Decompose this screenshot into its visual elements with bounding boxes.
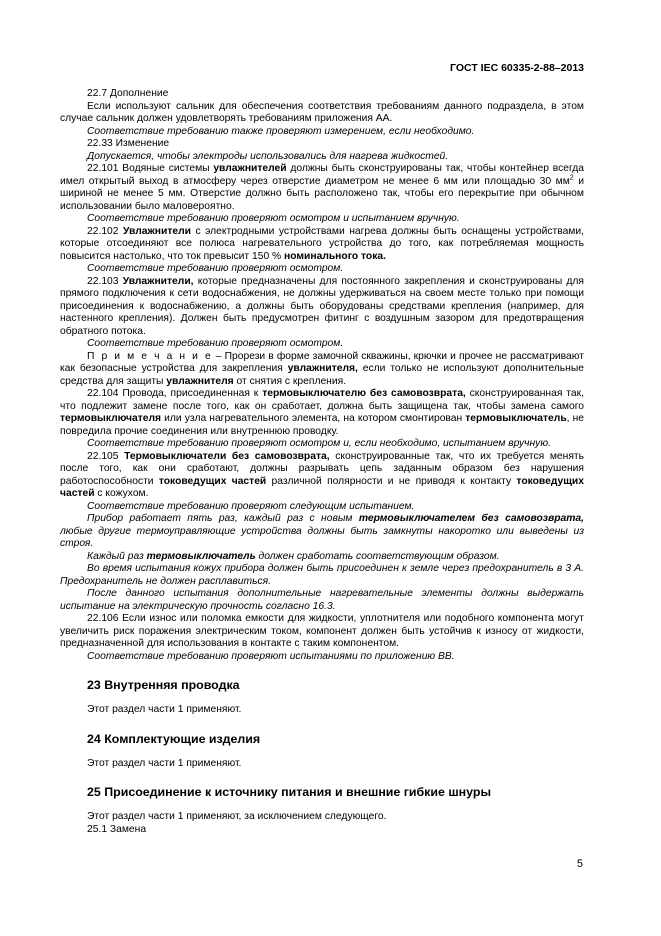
compliance-check: Соответствие требованию проверяют следующим испытанием. (87, 500, 415, 512)
page-number: 5 (576, 858, 583, 870)
compliance-check: Соответствие требованию проверяют осмотром и испытанием вручную. (87, 213, 460, 224)
section-23-text: Этот раздел части 1 применяют. (87, 704, 242, 715)
clause-22-33-title: 22.33 Изменение (87, 138, 170, 149)
clause-22-101: 22.101 Водяные системы увлажнителей должны быть сконструированы так, чтобы контейнер всегда имел открытый выход в атмосферу через отверстие диаметром не менее 6 мм или площадью 30 $мм^2$ и шириной не менее 5 мм. Отверстие должно быть расположено так, чтобы его перекрытие при обычном использовании было маловероятно. (60, 163, 584, 212)
clause-22-103: 22.103 Увлажнители, которые предназначены для постоянного закрепления и сконструированы для прямого подключения к сети водоснабжения, не должны удерживаться на своем месте только при помощи присоединения к водоснабжению, а должны быть оборудованы средствами крепления (например, для настенного крепления). Должен быть предусмотрен фитинг с воздушным зазором для предотвращения обратного потока. (60, 275, 584, 337)
clause-25-1-title: 25.1 Замена (87, 823, 147, 835)
section-24-heading: 24 Комплектующие изделия (87, 731, 261, 746)
document-body (60, 88, 584, 836)
section-23-heading: 23 Внутренняя проводка (87, 678, 240, 692)
clause-22-105: 22.105 Термовыключатели без самовозврата, сконструированные так, что их требуется менять после того, как они сработают, должны разрывать цепь заданным образом без нарушения работоспособности токоведущих частей различной полярности и не приводя к контакту токоведущих частей с кожухом. (60, 450, 585, 499)
compliance-check: Соответствие требованию проверяют осмотром. (87, 263, 344, 274)
clause-22-104: 22.104 Провода, присоединенная к термовыключателю без самовозврата, сконструированная так, что подлежит замене после того, как он сработает, должна быть защищена так, чтобы замена самого термовыключателя или узла нагревательного элемента, на котором смонтирован термовыключатель, не повредила прочие соединения или внутреннюю проводку. (60, 388, 584, 437)
compliance-check: Соответствие требованию проверяют испытаниями по приложению ВВ. (87, 650, 455, 662)
test-procedure: Каждый раз термовыключатель должен сработать соответствующим образом. (87, 550, 500, 562)
section-25-text: Этот раздел части 1 применяют, за исключением следующего. (87, 811, 387, 822)
note: П р и м е ч а н и е – Прорези в форме замочной скважины, крючки и прочее не рассматривают как безопасные устройства для закрепления увлажнителя, если только не используют дополнительные средства для защиты увлажнителя от снятия с крепления. (60, 350, 584, 387)
clause-22-106: 22.106 Если износ или поломка емкости для жидкости, уплотнителя или подобного компонента могут увеличить риск поражения электрическим током, компонент должен быть устойчив к износу от жидкости, предназначенной для использования в контакте с таким компонентом. (60, 613, 584, 649)
section-25-heading: 25 Присоединение к источнику питания и внешние гибкие шнуры (87, 785, 492, 799)
clause-22-7-text: Если используют сальник для обеспечения соответствия требованиям данного подраздела, в этом случае сальник должен удовлетворять требованиям приложения АА. (60, 100, 584, 124)
clause-22-102: 22.102 Увлажнители с электродными устройствами нагрева должны быть оснащены устройствами, которые отсоединяют все полюса нагревательного устройства до того, как потребляемая мощность повысится настолько, что ток превысит 150 % номинального тока. (60, 225, 584, 262)
clause-22-7-title: 22.7 Дополнение (87, 88, 169, 99)
test-procedure: Во время испытания кожух прибора должен быть присоединен к земле через предохранитель в 3 А. Предохранитель не должен расплавиться. (60, 563, 584, 587)
document-header: ГОСТ IEC 60335-2-88–2013 (450, 62, 584, 74)
clause-22-33-text: Допускается, чтобы электроды использовались для нагрева жидкостей. (87, 150, 449, 162)
section-24-text: Этот раздел части 1 применяют. (87, 757, 242, 769)
compliance-check: Соответствие требованию проверяют осмотром и, если необходимо, испытанием вручную. (87, 438, 551, 449)
test-procedure: После данного испытания дополнительные нагревательные элементы должны выдержать испытание на электрическую прочность согласно 16.3. (60, 588, 584, 612)
compliance-check: Соответствие требованию также проверяют измерением, если необходимо. (87, 125, 475, 137)
compliance-check: Соответствие требованию проверяют осмотром. (87, 338, 344, 349)
test-procedure: Прибор работает пять раз, каждый раз с новым термовыключателем без самовозврата, любые другие термоуправляющие устройства должны быть замкнуты накоротко или выведены из строя. (60, 513, 584, 549)
